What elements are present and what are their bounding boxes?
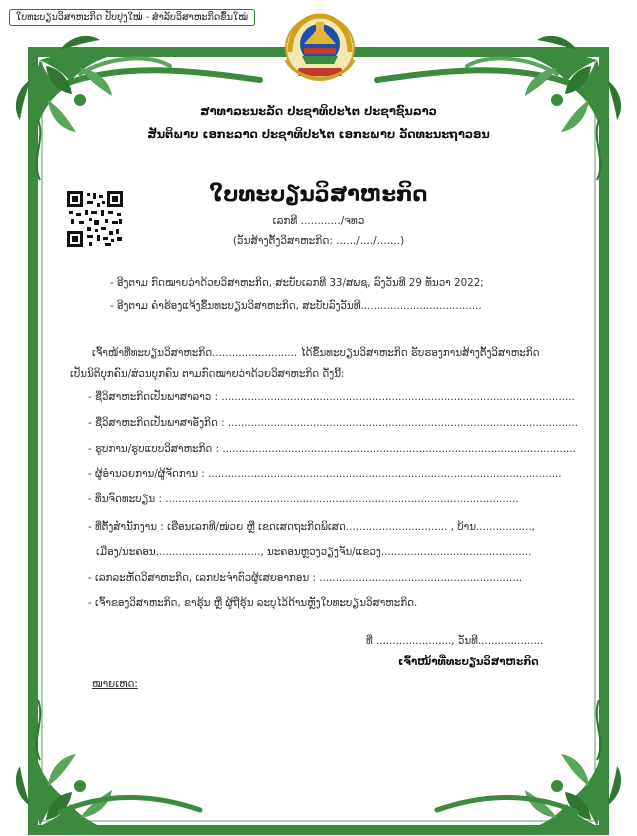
- field-line: - ຊື່ວິສາຫະກິດເປັນພາສາອັງກິດ : ...........................................................................................................: [88, 417, 579, 429]
- document-type-tag: ໃບທະບຽນວິສາຫະກິດ ປັບປຸງໃໝ່ - ສຳລັບວິສາຫະກິດຂຶ້ນໃໝ່: [9, 9, 255, 26]
- intro-line-1: ເຈົ້າໜ້າທີ່ທະບຽນວິສາຫະກິດ.......................... ໄດ້ຂຶ້ນທະບຽນວິສາຫະກິດ ຮັບຮອງການສ້າງຕັ້ງວິສາຫະກິດ: [92, 347, 540, 359]
- registration-officer-label: ເຈົ້າໜ້າທີ່ທະບຽນວິສາຫະກິດ: [398, 656, 539, 668]
- national-emblem-icon: [276, 8, 364, 84]
- office-address-line-2: ເມືອງ/ນະຄອນ................................, ນະຄອນຫຼວງວຽງຈັນ/ແຂວງ..............................................: [96, 546, 532, 558]
- note-label: ໝາຍເຫດ:: [92, 678, 138, 690]
- field-line: - ຮູບການ/ຮູບແບບວິສາຫະກິດ : ............................................................................................................: [88, 443, 576, 455]
- owner-line: - ເຈົ້າຂອງວິສາຫະກິດ, ຂາຮຸ້ນ ຫຼື ຜູ້ຖືຮຸ້ນ ລະບຸໄວ້ດ້ານຫຼັງໃບທະບຽນວິສາຫະກິດ.: [88, 597, 418, 609]
- registration-number-line: ເລກທີ ............/ຈທວ: [272, 215, 365, 227]
- intro-line-2: ເປັນນິຕິບຸກຄົນ/ສ່ວນບຸກຄົນ ຕາມກົດໝາຍວ່າດ້ວຍວິສາຫະກິດ ດັ່ງນີ້:: [70, 368, 345, 380]
- reference-line: - ອີງຕາມ ຄຳຮ້ອງແຈ້ງຂຶ້ນທະບຽນວິສາຫະກິດ, ສະບັບລົງວັນທີ.....................................: [110, 300, 482, 312]
- header-line-2: ສັນຕິພາບ ເອກະລາດ ປະຊາທິປະໄຕ ເອກະພາບ ວັດທະນະຖາວອນ: [147, 127, 490, 141]
- office-address-line-1: - ທີ່ຕັ້ງສຳນັກງານ : ເຮືອນເລກທີ/ໜ່ວຍ ຫຼື ເຂດເສດຖະກິດພິເສດ............................... , ບ້ານ.................,: [88, 521, 535, 533]
- document-title: ໃບທະບຽນວິສາຫະກິດ: [209, 182, 428, 206]
- header-line-1: ສາທາລະນະລັດ ປະຊາທິປະໄຕ ປະຊາຊົນລາວ: [200, 104, 437, 118]
- field-line: - ຜູ້ອຳນວຍການ/ຜູ້ຈັດການ : ............................................................................................................: [88, 468, 562, 480]
- tax-id-line: - ເລກລະຫັດວິສາຫະກິດ, ເລກປະຈຳຕົວຜູ້ເສຍອາກອນ : ..............................................................: [88, 572, 523, 584]
- reference-line: - ອີງຕາມ ກົດໝາຍວ່າດ້ວຍວິສາຫະກິດ, ສະບັບເລກທີ 33/ສພຊ, ລົງວັນທີ 29 ທັນວາ 2022;: [110, 277, 484, 289]
- field-line: - ທຶນຈົດທະບຽນ : ............................................................................................................: [88, 493, 519, 505]
- signature-place-date: ທີ່ ......................., ວັນທີ....................: [366, 635, 544, 647]
- field-line: - ຊື່ວິສາຫະກິດເປັນພາສາລາວ : ............................................................................................................: [88, 391, 575, 403]
- establishment-date-line: (ວັນສ້າງຕັ້ງວິສາຫະກິດ: ....../..../.......): [232, 235, 405, 247]
